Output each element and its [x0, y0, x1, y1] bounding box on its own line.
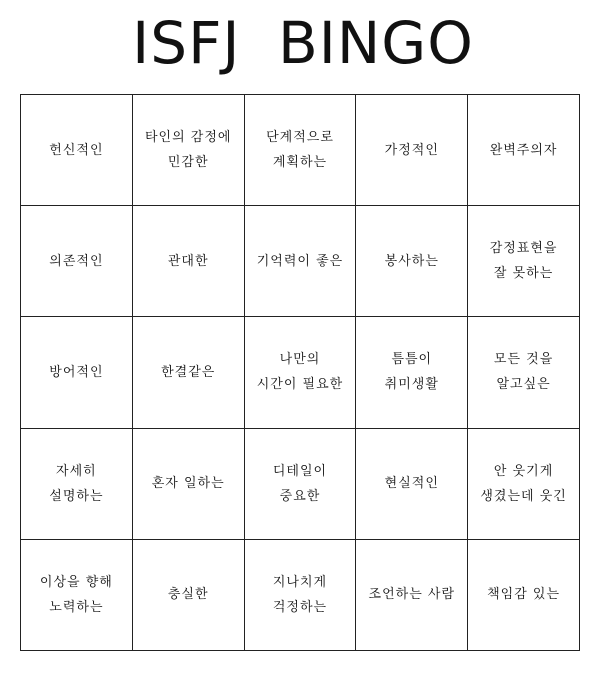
bingo-cell-label: 타인의 감정에 민감한	[144, 130, 232, 171]
bingo-cell	[356, 317, 468, 428]
bingo-cell-label: 조언하는 사람	[368, 587, 456, 603]
bingo-cell	[245, 429, 357, 540]
bingo-cell-label: 완벽주의자	[489, 142, 558, 158]
bingo-cell-label: 단계적으로 계획하는	[266, 130, 334, 171]
bingo-cell	[356, 95, 468, 206]
bingo-cell	[468, 317, 580, 428]
bingo-cell	[133, 429, 245, 540]
bingo-cell-label: 의존적인	[49, 253, 104, 269]
bingo-cell-label: 자세히 설명하는	[49, 463, 104, 504]
bingo-cell-label: 디테일이 중요한	[272, 463, 328, 504]
bingo-cell-label: 가정적인	[384, 142, 439, 158]
bingo-cell-label: 관대한	[167, 253, 209, 269]
bingo-cell	[21, 206, 133, 317]
bingo-cell-label: 기억력이 좋은	[256, 253, 344, 269]
bingo-cell-label: 헌신적인	[49, 142, 104, 158]
bingo-cell	[21, 429, 133, 540]
bingo-cell	[356, 429, 468, 540]
bingo-cell	[245, 540, 357, 651]
bingo-cell	[468, 206, 580, 317]
bingo-cell-label: 충실한	[167, 587, 209, 603]
bingo-cell-label: 현실적인	[384, 476, 439, 492]
bingo-cell-label: 나만의 시간이 필요한	[256, 352, 344, 393]
bingo-cell-label: 혼자 일하는	[151, 476, 225, 492]
bingo-cell	[133, 317, 245, 428]
bingo-cell	[356, 540, 468, 651]
bingo-cell	[21, 317, 133, 428]
bingo-cell	[356, 206, 468, 317]
bingo-cell	[245, 317, 357, 428]
page-title: ISFJ BINGO	[132, 9, 474, 77]
bingo-cell	[468, 540, 580, 651]
bingo-cell-label: 안 웃기게 생겼는데 웃긴	[480, 463, 567, 504]
bingo-cell-label: 틈틈이 취미생활	[384, 352, 439, 393]
bingo-cell-label: 감정표현을 잘 못하는	[489, 241, 558, 282]
bingo-cell	[21, 95, 133, 206]
bingo-cell-label: 지나치게 걱정하는	[272, 574, 328, 615]
bingo-cell-label: 봉사하는	[384, 253, 439, 269]
bingo-cell-label: 이상을 향해 노력하는	[39, 574, 113, 615]
bingo-cell-label: 모든 것을 알고싶은	[493, 352, 554, 393]
bingo-cell	[21, 540, 133, 651]
bingo-cell	[468, 429, 580, 540]
bingo-cell	[245, 95, 357, 206]
bingo-cell	[133, 95, 245, 206]
bingo-cell-label: 방어적인	[49, 364, 104, 380]
bingo-cell-label: 한결같은	[161, 364, 216, 380]
bingo-cell	[133, 206, 245, 317]
bingo-cell-label: 책임감 있는	[487, 587, 561, 603]
bingo-grid	[20, 94, 580, 651]
bingo-cell	[245, 206, 357, 317]
bingo-cell	[133, 540, 245, 651]
bingo-cell	[468, 95, 580, 206]
